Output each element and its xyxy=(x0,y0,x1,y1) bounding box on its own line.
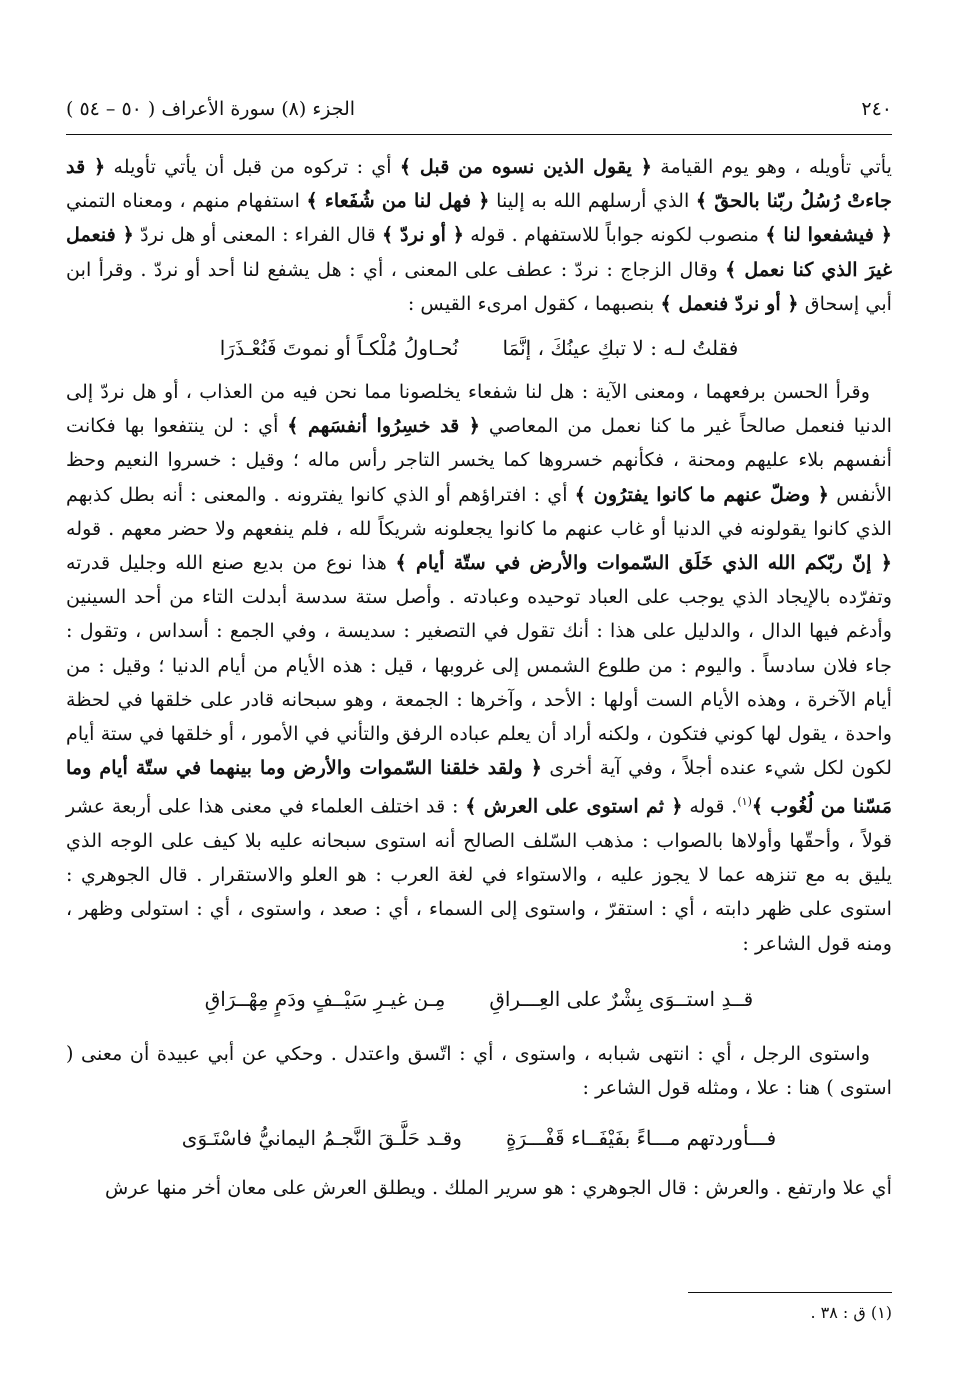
footnote: (١) ق : ٣٨ . xyxy=(810,1303,892,1322)
quran-quote: ﴿ قد جاءتْ رُسُلُ ربّنا بالحقّ ﴾ xyxy=(66,155,892,213)
quran-quote: ﴿ فنعمل غيرَ الذي كنا نعمل ﴾ xyxy=(66,223,892,281)
text-run: أي : لن ينتفعوا بها فكانت أنفسهم بلاء عليهم ومحنة ، فكأنهم خسروها كما يخسر التاجر رأس ماله ؛ وقيل : خسروا النعيم وحظ الأنفس xyxy=(66,414,892,506)
quran-quote: ﴿ ثم استوى على العرش ﴾ xyxy=(465,794,683,818)
verse-hemistich-second: مِـن غيـرِ سَيْــفٍ ودَمٍ مِهْــرَاقِ xyxy=(204,986,446,1011)
verse-hemistich-first: قــدِ استــوَى بِشْرٌ على العِـــراقِ xyxy=(489,986,754,1011)
text-run: الذي أرسلهم الله به إلينا xyxy=(489,189,696,213)
poem-verse xyxy=(66,1105,892,1171)
quran-quote: ﴿ فهل لنا من شُفَعاء ﴾ xyxy=(306,189,490,213)
quran-quote: ﴿ وضلّ عنهم ما كانوا يفترُون ﴾ xyxy=(574,482,830,506)
text-run: يأتي تأويله ، وهو يوم القيامة xyxy=(652,155,892,178)
verse-hemistich-first: فـــأوردتهم مـــاءً بفَيْفَــاء قَفْـــرَةٍ xyxy=(505,1126,777,1151)
paragraph xyxy=(66,1037,892,1105)
footnote-reference: (١) xyxy=(737,795,752,809)
text-run: منصوب لكونه جواباً للاستفهام . قوله xyxy=(464,223,766,247)
header-rule xyxy=(66,134,892,135)
text-run: استفهام منهم ، ومعناه التمني xyxy=(66,189,307,213)
paragraph xyxy=(66,1171,892,1205)
verse-hemistich-second: نُحـاولُ مُلْكـاً أو نموتَ فَنُعْـذَرَا xyxy=(219,335,459,360)
running-title: الجزء (٨) سورة الأعراف ( ٥٠ – ٥٤ ) xyxy=(66,98,356,120)
text-run: أي علا وارتفع . والعرش : قال الجوهري : هو سرير الملك . ويطلق العرش على معان أخر منها عرش xyxy=(104,1176,892,1200)
text-run: : قد اختلف العلماء في معنى هذا على أربعة عشر قولاً ، وأحقّها وأولاها بالصواب : مذهب السّلف الصالح أنه استوى سبحانه عليه بلا كيف على الوجه الذي يليق به مع تنزهه عما لا يجوز عليه ، والاستواء في لغة العرب : هو العلو والاستقرار . قال الجوهري : استوى على ظهر دابته ، أي : استقرّ ، واستوى إلى السماء ، أي : صعد ، واستوى ، أي : استولى وظهر ، ومنه قول الشاعر : xyxy=(66,794,892,955)
quran-quote: ﴿ أو نردّ فنعمل ﴾ xyxy=(660,291,799,315)
text-run: . قوله xyxy=(682,794,738,818)
text-run: أي : تركوه من قبل أن يأتي تأويله xyxy=(105,155,400,178)
poem-verse xyxy=(66,961,892,1037)
text-run: هذا نوع من بديع صنع الله وجليل قدرته وتفرّده بالإيجاد الذي يوجب على العباد توحيده وعبادته . وأصل ستة سدسة أبدلت التاء من أحد السينين وأدغم فيها الدال ، والدليل على هذا : أنك تقول في التصغير : سديسة ، وفي الجمع : أسداس ، وتقول : جاء فلان سادساً . واليوم : من طلوع الشمس إلى غروبها ، قيل : هذه الأيام من أيام الدنيا ؛ وقيل : من أيام الآخرة ، وهذه الأيام الست أولها : الأحد ، وآخرها : الجمعة ، وهو سبحانه قادر على خلقها في لحظة واحدة ، يقول لها كوني فتكون ، ولكنه أراد أن يعلم عباده الرفق والتأني في الأمور ، أو خلقها في ستة أيام لكون لكل شيء عنده أجلاً ، وفي آية أخرى xyxy=(66,551,892,780)
text-run: قال الفراء : المعنى أو هل نردّ xyxy=(133,223,383,247)
text-run: واستوى الرجل ، أي : انتهى شبابه ، واستوى ، أي : اتّسق واعتدل . وحكي عن أبي عبيدة أن معنى ( استوى ) هنا : علا ، ومثله قول الشاعر : xyxy=(66,1041,892,1100)
text-run: وقرأ الحسن برفعهما ، ومعنى الآية : هل لنا شفعاء يخلصونا مما نحن فيه من العذاب ، أو هل نردّ إلى الدنيا فنعمل صالحاً غير ما كنا نعمل من المعاصي xyxy=(66,380,892,438)
verse-hemistich-second: وقـد حَلَّـقَ النَّجـمُ اليمانيُّ فاسْتَـوَى xyxy=(181,1126,462,1151)
text-run: بنصبهما ، كقول امرىء القيس : xyxy=(407,291,661,315)
footnote-rule xyxy=(688,1292,892,1293)
quran-quote: ﴿ فيشفعوا لنا ﴾ xyxy=(765,223,893,247)
verse-hemistich-first: فقلتُ لـه : لا تبكِ عينُكَ ، إنَّمَا xyxy=(502,335,739,360)
poem-verse xyxy=(66,321,892,375)
text-run: وقال الزجاج : نردّ : عطف على المعنى ، أي : هل يشفع لنا أحد أو نردّ . وقرأ ابن أبي إسحاق xyxy=(66,257,892,315)
page-number: ٢٤٠ xyxy=(861,98,892,120)
quran-quote: ﴿ قد خسِرُوا أنفسَهم ﴾ xyxy=(287,414,481,438)
paragraph xyxy=(66,150,892,321)
text-run: أي : افتراؤهم أو الذي كانوا يفترونه . والمعنى : أنه بطل كذبهم الذي كانوا يقولونه في الدنيا أو غاب عنهم ما كانوا يجعلونه شريكاً لله ، فلم ينفعهم ولا حضر معهم . قوله xyxy=(66,482,892,540)
quran-quote: ﴿ يقول الذين نسوه من قبل ﴾ xyxy=(399,155,653,178)
quran-quote: ﴿ ولقد خلقنا السّموات والأرض وما بينهما في ستّة أيام وما مَسّنا من لُغُوب ﴾ xyxy=(66,756,893,818)
quran-quote: ﴿ أو نردّ ﴾ xyxy=(382,223,464,247)
quran-quote: ﴿ إنّ ربّكم الله الذي خَلَق السّموات والأرض في ستّة أيام ﴾ xyxy=(395,551,892,575)
running-header xyxy=(66,92,892,126)
body-text xyxy=(66,150,892,1205)
paragraph xyxy=(66,375,892,961)
